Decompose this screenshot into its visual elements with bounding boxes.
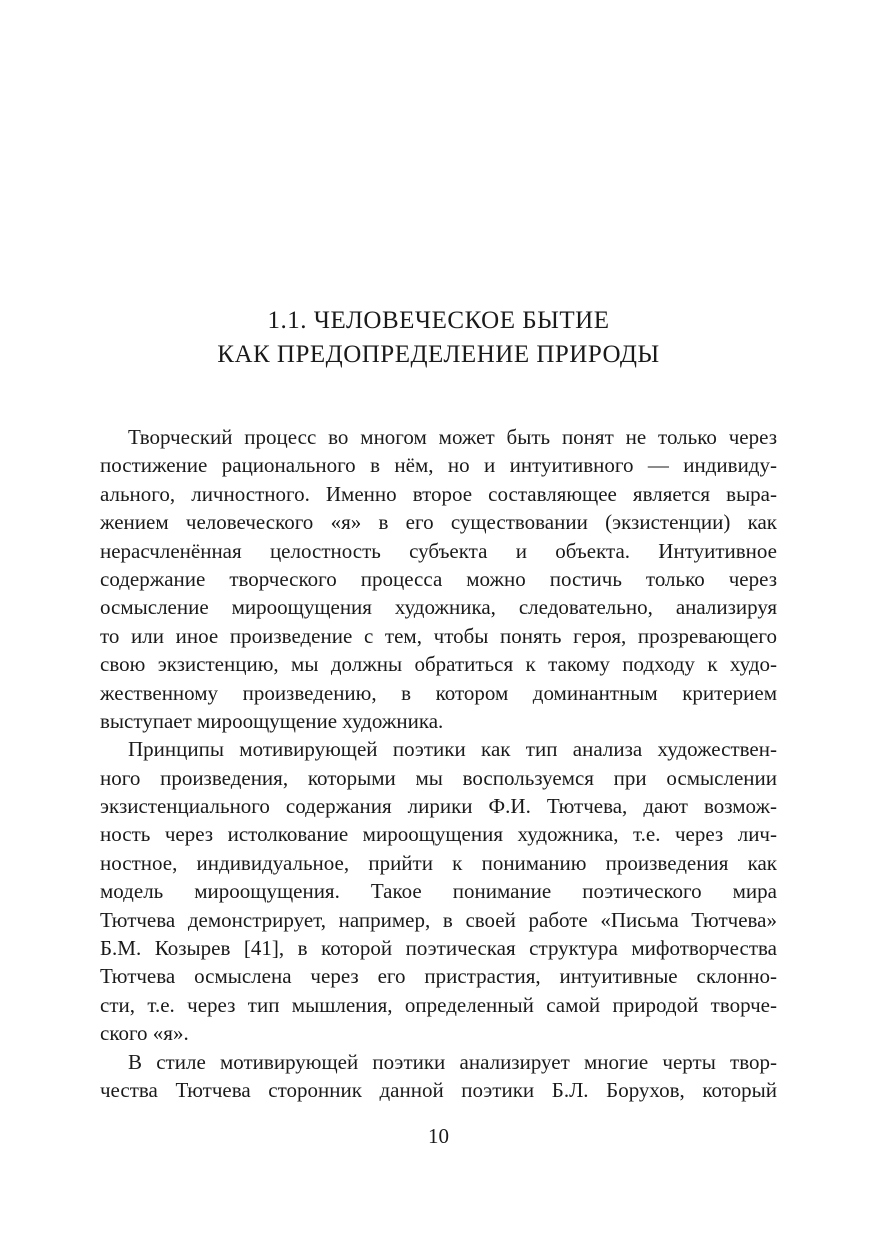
paragraph-1	[100, 423, 777, 735]
text-line: постижение рационального в нём, но и интуитивного — индивиду-	[100, 453, 777, 478]
chapter-title-line-1: 1.1. ЧЕЛОВЕЧЕСКОЕ БЫТИЕ	[267, 307, 610, 334]
text-line: жественному произведению, в котором доминантным критерием	[100, 680, 777, 705]
paragraph-3	[100, 1048, 777, 1105]
text-line: выступает мироощущение художника.	[100, 708, 444, 733]
text-line: нерасчленённая целостность субъекта и объекта. Интуитивное	[100, 538, 777, 563]
text-line: ностное, индивидуальное, прийти к пониманию произведения как	[100, 850, 777, 875]
text-line: ность через истолкование мироощущения художника, т.е. через лич-	[100, 822, 777, 847]
book-page	[100, 0, 777, 1241]
text-line: то или иное произведение с тем, чтобы понять героя, прозревающего	[100, 623, 777, 648]
text-line: В стиле мотивирующей поэтики анализирует многие черты твор-	[128, 1049, 777, 1074]
text-line: осмысление мироощущения художника, следовательно, анализируя	[100, 595, 777, 620]
text-line: экзистенциального содержания лирики Ф.И. Тютчева, дают возмож-	[100, 794, 777, 819]
chapter-title-line-2: КАК ПРЕДОПРЕДЕЛЕНИЕ ПРИРОДЫ	[217, 341, 660, 368]
text-line: чества Тютчева сторонник данной поэтики Б.Л. Борухов, который	[100, 1077, 777, 1102]
text-line: модель мироощущения. Такое понимание поэтического мира	[100, 879, 777, 904]
text-line: Б.М. Козырев [41], в которой поэтическая структура мифотворчества	[100, 936, 777, 961]
paragraph-2	[100, 735, 777, 1047]
text-line: содержание творческого процесса можно постичь только через	[100, 566, 777, 591]
text-line: Тютчева демонстрирует, например, в своей работе «Письма Тютчева»	[100, 907, 777, 932]
text-line: Принципы мотивирующей поэтики как тип анализа художествен-	[128, 737, 777, 762]
text-line: свою экзистенцию, мы должны обратиться к такому подходу к худо-	[100, 652, 777, 677]
text-line: ального, личностного. Именно второе составляющее является выра-	[100, 481, 777, 506]
chapter-title	[100, 304, 777, 372]
text-line: жением человеческого «я» в его существовании (экзистенции) как	[100, 510, 777, 535]
text-line: сти, т.е. через тип мышления, определенный самой природой творче-	[100, 992, 777, 1017]
text-line: ского «я».	[100, 1021, 189, 1046]
text-line: Тютчева осмыслена через его пристрастия, интуитивные склонно-	[100, 964, 777, 989]
text-line: Творческий процесс во многом может быть понят не только через	[128, 425, 777, 449]
text-line: ного произведения, которыми мы воспользуемся при осмыслении	[100, 765, 777, 790]
body-text	[100, 423, 777, 1104]
page-number: 10	[428, 1124, 449, 1148]
